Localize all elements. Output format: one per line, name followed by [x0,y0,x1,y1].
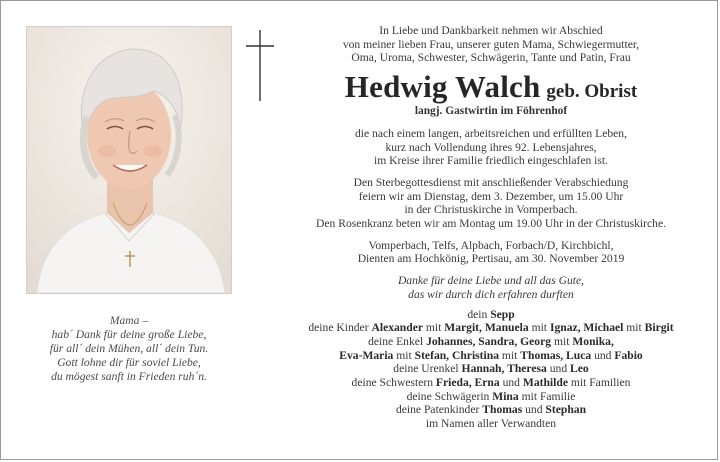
mourner-godchildren [281,403,701,417]
mourner-connector: mit [626,321,642,335]
mourner-suffix: mit Familie [521,389,576,403]
deceased-occupation: langj. Gastwirtin im Föhrenhof [414,105,568,118]
mourner-connector: mit [501,348,518,362]
memorial-poem [26,314,232,384]
poem-line: du mögest sanft in Frieden ruh´n. [51,370,207,383]
mourner-children [281,321,701,335]
service-line: Den Rosenkranz beten wir am Montag um 19.00 Uhr in der Christuskirche. [316,217,666,231]
poem-line: Mama – [109,314,149,327]
mourner-connector: und [594,348,612,362]
mourner-great-grandchildren [281,362,701,376]
thanks-line: das wir durch dich erfahren durften [408,287,574,301]
mourner-name: Margit, Manuela [444,321,529,335]
intro-line: von meiner lieben Frau, unserer guten Mama, Schwiegermutter, [342,37,640,51]
mourner-grandchildren-2 [281,349,701,363]
portrait-illustration [27,27,231,293]
mourner-name: Birgit [644,321,674,335]
mourner-name: Mina [492,389,519,403]
mourner-connector: mit [531,321,548,335]
poem-line: für all´ dein Mühen, all´ dein Tun. [49,342,209,355]
maiden-name: geb. Obrist [546,81,638,103]
mourner-prefix: deine Schwägerin [406,389,490,403]
mourner-name: Frieda, Erna [435,376,500,390]
mourner-name: Leo [570,362,589,376]
mourner-name: Thomas, Luca [520,348,592,362]
mourner-name: Monika, [572,334,614,348]
intro-line: Oma, Uroma, Schwester, Schwägerin, Tante und Patin, Frau [351,51,631,65]
mourner-closing: im Namen aller Verwandten [425,417,557,431]
service-line: Den Sterbegottesdienst mit anschließender Verabschiedung [353,175,629,189]
mourner-prefix: deine Schwestern [351,376,433,390]
notice-text [281,24,701,431]
death-notice-line: die nach einem langen, arbeitsreichen und erfüllten Leben, [354,126,627,140]
mourner-name: Fabio [614,348,643,362]
mourner-sisters [281,376,701,390]
poem-line: hab´ Dank für deine große Liebe, [51,328,207,341]
thanks-line: Danke für deine Liebe und all das Gute, [397,274,585,288]
mourner-name: Thomas [482,403,523,417]
portrait-photo [26,26,232,294]
mourner-name: Hannah, Theresa [461,362,547,376]
mourner-husband [281,308,701,322]
places-date-line: Vomperbach, Telfs, Alpbach, Forbach/D, Kirchbichl, [368,238,614,252]
mourner-prefix: deine Kinder [308,321,369,335]
mourner-name: Ignaz, Michael [549,321,624,335]
service-line: in der Christuskirche in Vomperbach. [404,203,578,217]
mourner-grandchildren [281,335,701,349]
mourner-name: Johannes, Sandra, Georg [426,334,552,348]
mourner-sister-in-law [281,390,701,404]
mourner-suffix: mit Familien [570,376,631,390]
mourner-name: Stefan, Christina [414,348,500,362]
places-date-line: Dienten am Hochkönig, Pertisau, am 30. November 2019 [357,252,625,266]
mourner-connector: und [502,376,520,390]
poem-line: Gott lohne dir für soviel Liebe, [57,356,201,369]
mourner-name: Stephan [545,403,587,417]
mourner-connector: und [549,362,568,376]
death-notice-line: kurz nach Vollendung ihres 92. Lebensjahres, [385,140,597,154]
mourner-name: Eva-Maria [339,348,394,362]
mourner-connector: mit [396,348,412,362]
mourner-name: Sepp [490,307,515,321]
cross-icon [245,28,275,103]
mourner-prefix: dein [467,307,488,321]
mourner-name: Mathilde [522,376,568,390]
intro-line: In Liebe und Dankbarkeit nehmen wir Abschied [379,24,603,37]
service-line: feiern wir am Dienstag, dem 3. Dezember, um 15.00 Uhr [358,189,624,203]
mourner-prefix: deine Enkel [368,334,424,348]
mourner-prefix: deine Patenkinder [395,403,480,417]
mourner-connector: und [525,403,543,417]
mourner-name: Alexander [371,321,423,335]
deceased-name: Hedwig Walch [344,69,541,105]
mourner-prefix: deine Urenkel [393,362,459,376]
death-notice-line: im Kreise ihrer Familie friedlich eingeschlafen ist. [373,154,609,168]
deceased-name-row [281,70,701,104]
mourner-connector: mit [425,321,442,335]
mourner-connector: mit [553,334,570,348]
